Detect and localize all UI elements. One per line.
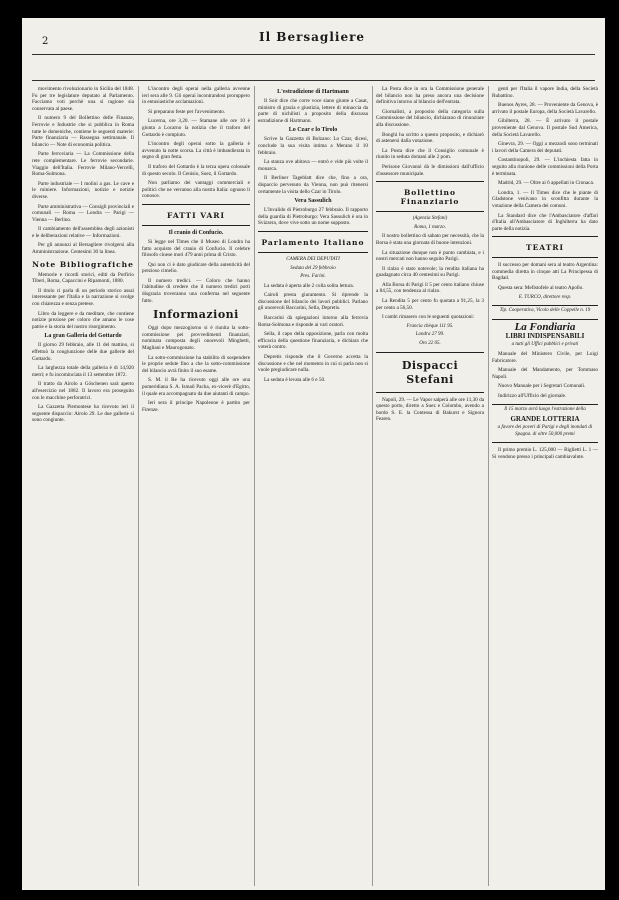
section-heading-dispacci: Dispacci Stefani — [401, 358, 459, 386]
article-paragraph: Il successo per domani sera al teatro Argentina: commedia diretta in cinque atti La Principessa di Bagdad. — [492, 262, 598, 282]
section-box — [492, 236, 598, 258]
section-heading-notes: Note Bibliografiche — [32, 259, 134, 269]
section-heading-czar: Lo Czar e lo Tirolo — [288, 127, 338, 134]
section-heading-bollettino: Bollettino Finanziario — [400, 188, 460, 207]
article-paragraph: Lucerna, ore 3,20. — Stamane alle ore 10 è giunta a Locarno la notizia che il traforo del Gottardo è compiuto. — [142, 118, 250, 138]
article-paragraph: Napoli, 29. — Le Vapor salperà alle ore 11,30 da questo porto, diretto a Suez e Colombo, avendo a bordo S. E. la Contessa di Bakurst e Signora Fearen. — [376, 396, 484, 423]
article-paragraph: La stanza ove abitava — entrò e vide più volte il monarca. — [258, 159, 368, 172]
ad-text: a tutti gli Uffici pubblici e privati — [511, 342, 579, 348]
president-label: Pres. Farini. — [300, 274, 326, 280]
article-paragraph: La Posta dice in ora la Commissione generale del bilancio non ha preso ancora una decisione definitiva intorno al bilancio dell'entrata. — [376, 86, 484, 106]
article-paragraph: Oggi dopo mezzogiorno si è riunita la sotto-commissione pei provvedimenti finanziari, nominata composta degli onorevoli Minghetti, Magliani e Maurogonato. — [142, 325, 250, 352]
article-paragraph: L'incontro degli operai sotto la galleria è avvenuto la notte scorsa. La città è imbandierata in segno di gran festa. — [142, 141, 250, 161]
article-paragraph: La seduta è levata alle 6 e 50. — [264, 376, 326, 383]
article-paragraph: Parte ferroviaria — La Commissione della rete complementare. Le ferrovie secondarie. Viaggio dell'Italia. Ferrovie Milano-Vercelli, Roma-Sulmona. — [32, 151, 134, 178]
exchange-rate: Londra 27 99. — [415, 332, 445, 338]
article-paragraph: Il rialzo è stato notevole; la rendita italiana ha guadagnato circa 40 centesimi su Parigi. — [376, 265, 484, 279]
section-heading-informazioni: Informazioni — [153, 308, 239, 322]
article-paragraph: Buenos Ayres, 28. — Proveniente da Genova, è arrivato il postale Europa, della Società Lavarello. — [492, 102, 598, 115]
article-paragraph: Il numero tredici. — Coloro che hanno l'abitudine di credere che il numero tredici porti disgrazia troveranno una conferma nel seguente fatto. — [142, 277, 250, 304]
dateline: Roma, 1 marzo. — [414, 224, 446, 230]
article-paragraph: Per gli annunzi al Bersagliere rivolgersi alla Amministrazione. Centesimi 30 la linea. — [32, 242, 134, 256]
column-4 — [376, 86, 484, 886]
article-paragraph: genti per l'Italia il vapore India, della Società Rubattino. — [492, 86, 598, 99]
article-paragraph: I cambi rimasero con le seguenti quotazioni: — [382, 314, 475, 321]
column-2 — [142, 86, 250, 886]
article-paragraph: Il numero 9 del Bollettino delle Finanze, Ferrovie e Industrie che si pubblica in Roma tutte le domeniche, contiene le seguenti materie: Parte finanziaria — Rassegna settimanale. Il bilancio — Note di economia politica. — [32, 115, 134, 148]
article-paragraph: Il traforo del Gottardo è la terza opera colossale di questo secolo. Il Cenisio, Suez, il Gottardo. — [142, 163, 250, 177]
newspaper-title: Il Bersagliere — [258, 30, 366, 44]
section-box — [376, 352, 484, 393]
ad-box — [492, 404, 598, 444]
article-paragraph: La larghezza totale della galleria è di 14,920 metri; e fu incominciata il 13 settembre 1872. — [32, 365, 134, 378]
ad-text: Manuale del Ministero Civile, per Luigi Fabricatore. — [492, 351, 598, 364]
article-paragraph: Baccarini dà spiegazioni intorno alla ferrovia Roma-Solmona e risponde ai vari oratori. — [258, 315, 368, 328]
article-paragraph: Ieri sera il principe Napoleone è partito per Firenze. — [142, 400, 250, 413]
article-paragraph: Il titolo ci parla di un periodo storico assai interessante per l'Italia e la narrazione si svolge con chiarezza e senza pretese. — [32, 287, 134, 308]
article-paragraph: La Rendita 5 per cento fu quotata a 91,25, la 3 per cento a 56,50. — [376, 298, 484, 311]
header-rule — [32, 54, 595, 55]
article-paragraph: La situazione dunque non è punto cambiata, e i nostri mercati non hanno seguito Parigi. — [376, 249, 484, 263]
article-paragraph: Giornalisti, a proposito della categoria sulla Commissione del bilancio, dichiarano di rinunziare alla discussione. — [376, 108, 484, 128]
ad-text: Il primo premio L. 125,000 — Biglietti L. 1 — Si vendono presso i principali cambiavalute. — [492, 447, 598, 460]
ad-text: Il 15 marzo avrà luogo l'estrazione della — [504, 406, 586, 412]
article-paragraph: Costantinopoli, 29. — L'inchiesta fatta in seguito alla riunione delle commissioni della Porta è terminata. — [492, 157, 598, 177]
article-paragraph: La sotto-commissione ha stabilito di sospendere le proprie sedute fino a che la sotto-commissione del bilancio avrà finito il suo esame. — [142, 354, 250, 374]
article-paragraph: Libro da leggere e da meditare, che contiene notizie preziose per coloro che amano le cose patrie e la storia del nostro risorgimento. — [32, 310, 134, 330]
ad-text: Indirizzo all'Ufficio del giornale. — [498, 393, 567, 399]
ad-fondiaria: La Fondiaria — [514, 320, 576, 333]
section-box — [258, 231, 368, 253]
section-box — [376, 181, 484, 212]
article-paragraph: La Gazzetta Piemontese ha ricevuto ieri il seguente dispaccio: Airolo 29. Le due gallerie si sono congiunte. — [32, 404, 134, 424]
article-paragraph: Si legge nel Times che il Museo di Londra ha fatto acquisto del cranio di Confucio. Il celebre filosofo cinese morì 479 anni prima di Cristo. — [142, 238, 250, 259]
article-paragraph: La Posta dice che il Consiglio comunale è riunito in seduta domani alle 2 pom. — [376, 147, 484, 161]
editor-line: E. TURCO, direttore resp. — [518, 294, 572, 300]
section-heading-parlamento: Parlamento Italiano — [261, 237, 365, 247]
typography-box — [492, 305, 598, 320]
article-paragraph: Depretis risponde che il Governo accetta la discussione e che nel momento in cui si parla non si vuole pregiudicare nulla. — [258, 354, 368, 374]
column-1 — [32, 86, 134, 886]
article-paragraph: La seduta è aperta alle 2 colla solita lettura. — [264, 282, 355, 289]
session-label: Seduta del 29 febbraio — [290, 265, 336, 271]
ad-heading: LIBRI INDISPENSABILI — [505, 332, 585, 341]
section-heading-vera: Vera Sassulich — [294, 198, 332, 205]
section-heading-fatti-vari: FATTI VARI — [166, 210, 226, 220]
ad-text: Manuale del Mandamento, per Tommaso Napoli. — [492, 367, 598, 380]
article-paragraph: Scrive la Gazzetta di Bolzano: Lo Czar, dicesi, conclude la sua visita intima a Merano il 10 febbraio. — [258, 136, 368, 156]
article-paragraph: Il giorno 29 febbraio, alle 11 del mattino, si effettuò la congiunzione delle due gallerie del Gottardo. — [32, 342, 134, 362]
article-paragraph: L'incontro degli operai nella galleria avvenne ieri sera alle 9. Gli operai incontrandosi proruppero in entusiastiche acclamazioni. — [142, 86, 250, 106]
column-separator — [372, 86, 373, 886]
article-paragraph: Sella, il capo della opposizione, parla con molta efficacia della questione finanziaria, e dichiara che voterà contro. — [258, 331, 368, 351]
agency-label: (Agenzia Stefani) — [412, 216, 448, 222]
article-paragraph: Il cambiamento dell'assemblea degli azionisti e le deliberazioni relative — Informazioni. — [32, 226, 134, 239]
ad-text: a favore dei poveri di Parigi e degli inondati di Spagna. di oltre 50,000 premi — [497, 425, 593, 437]
article-paragraph: La Standard dice che l'Ambasciatore d'affari d'Italia all'Ambasciatore di Inghilterra ha dato parte della notizia. — [492, 212, 598, 232]
article-paragraph: Madrid, 29. — Oltre ai 6 appellati in Cronaca. — [498, 180, 595, 187]
article-paragraph: Cairoli presta giuramento. Si riprende la discussione del bilancio dei lavori pubblici. Parlano gli onorevoli Baccarini, Sella, Depretis. — [258, 292, 368, 312]
article-paragraph: Il Soir dice che corre voce siano giunte a Casat, ministro di grazia e giustizia, lettere di minaccia da parte di nichilisti a proposito della discussa estradizione di Hartmann. — [258, 98, 368, 124]
article-paragraph: Parte amministrativa — Consigli provinciali e comunali — Roma — Londra — Parigi — Vienna — Berlino. — [32, 203, 134, 223]
article-paragraph: movimento rivoluzionario in Sicilia del 1848. Fu per tre legislature deputato al Parlamento. Facciamo voti perchè una sì ragione sia conservata al paese. — [32, 86, 134, 112]
header-rule-bottom — [32, 80, 595, 81]
article-paragraph: Ginevra, 29. — Oggi a mezzodì sono terminati i lavori della Camera dei deputati. — [492, 141, 598, 154]
ad-text: Nuovo Manuale per i Segretari Comunali. — [498, 383, 586, 390]
section-heading-teatri: TEATRI — [525, 243, 565, 253]
section-heading-hartmann: L'estradizione di Hartmann — [277, 89, 349, 95]
article-paragraph: Memorie e ricordi storici, editi da Porfirio Tiberi, Roma, Capaccini e Ripamonti, 1880. — [32, 271, 134, 285]
article-paragraph: S. M. il Re ha ricevuto oggi alle ore una pomeridiana S. A. Ismail Pacha, ex-vicerè d'Egitto, il quale era accompagnato da due aiutanti di campo. — [142, 377, 250, 397]
article-paragraph: Il nostro bollettino di sabato per necessità, che la Borsa è stata una giornata di buone intenzioni. — [376, 233, 484, 246]
article-paragraph: Qui non ci è dato giudicare della autenticità del prezioso cimelio. — [142, 261, 250, 275]
article-paragraph: Perisone Giovanni dà le dimissioni dall'ufficio d'assessore municipale. — [376, 163, 484, 177]
article-paragraph: Gibilterra, 28. — È arrivato il postale proveniente dal Genova. Il postale Sud America, della Società Lavarello. — [492, 118, 598, 138]
section-heading-gallery: La gran Galleria del Gottardo — [44, 333, 122, 340]
article-paragraph: L'Invalido di Pietroburgo 27 febbraio. Il rapporto della guardia di Pietroburgo: Vera Sassulich è ora in Svizzera, dove vive sotto un nome supposto. — [258, 207, 368, 227]
page-number: 2 — [42, 36, 49, 47]
column-separator — [254, 86, 255, 886]
column-separator — [138, 86, 139, 886]
ad-heading-lottery: GRANDE LOTTERIA — [510, 415, 580, 424]
chamber-label: CAMERA DEI DEPUTATI — [286, 256, 340, 262]
article-paragraph: Londra, 1. — Il Times dice che le piante di Gladstone venivano in sconfitta durante la votazione della Camera dei comuni. — [492, 189, 598, 209]
column-3 — [258, 86, 368, 886]
article-paragraph: Alla Borsa di Parigi il 5 per cento italiano chiuse a 84,55, con tendenza al rialzo. — [376, 281, 484, 295]
exchange-rate: Oro 22 05. — [419, 341, 441, 347]
column-5 — [492, 86, 598, 886]
newspaper-page — [22, 18, 605, 890]
masthead — [22, 18, 605, 80]
article-paragraph: Bonghi ha scritto a questo proposito, e dichiarò di astenersi dalla votazione. — [376, 131, 484, 145]
article-paragraph: Questa sera: Mefistofele al teatro Apollo. — [498, 285, 584, 292]
typography-line: Tip. Cooperativa, Vicolo delle Coppelle n. 19 — [499, 308, 591, 314]
subheading: Il cranio di Confucio. — [168, 229, 224, 236]
column-separator — [488, 86, 489, 886]
article-paragraph: Il tratto da Airolo a Göschenen sarà aperto all'esercizio nel 1882. Il lavoro era proseguito con le macchine perforatrici. — [32, 381, 134, 401]
section-box — [142, 204, 250, 226]
article-paragraph: Si preparano feste per l'avvenimento. — [148, 108, 226, 115]
exchange-rate: Francia chèque 111 95. — [406, 323, 454, 329]
article-paragraph: Non parliamo dei vantaggi commerciali e politici che ne verranno alla nostra Italia: ognuno li conosce. — [142, 180, 250, 200]
article-paragraph: Parte industriale — I molini a gas. Le cave e le miniere. Informazioni, notizie e notizie diverse. — [32, 180, 134, 200]
article-paragraph: Il Berliner Tageblatt dice che, fino a ora, dispaccio pervenuto da Vienna, non può ritenersi certamente la visita dello Czar in Tirolo. — [258, 175, 368, 195]
